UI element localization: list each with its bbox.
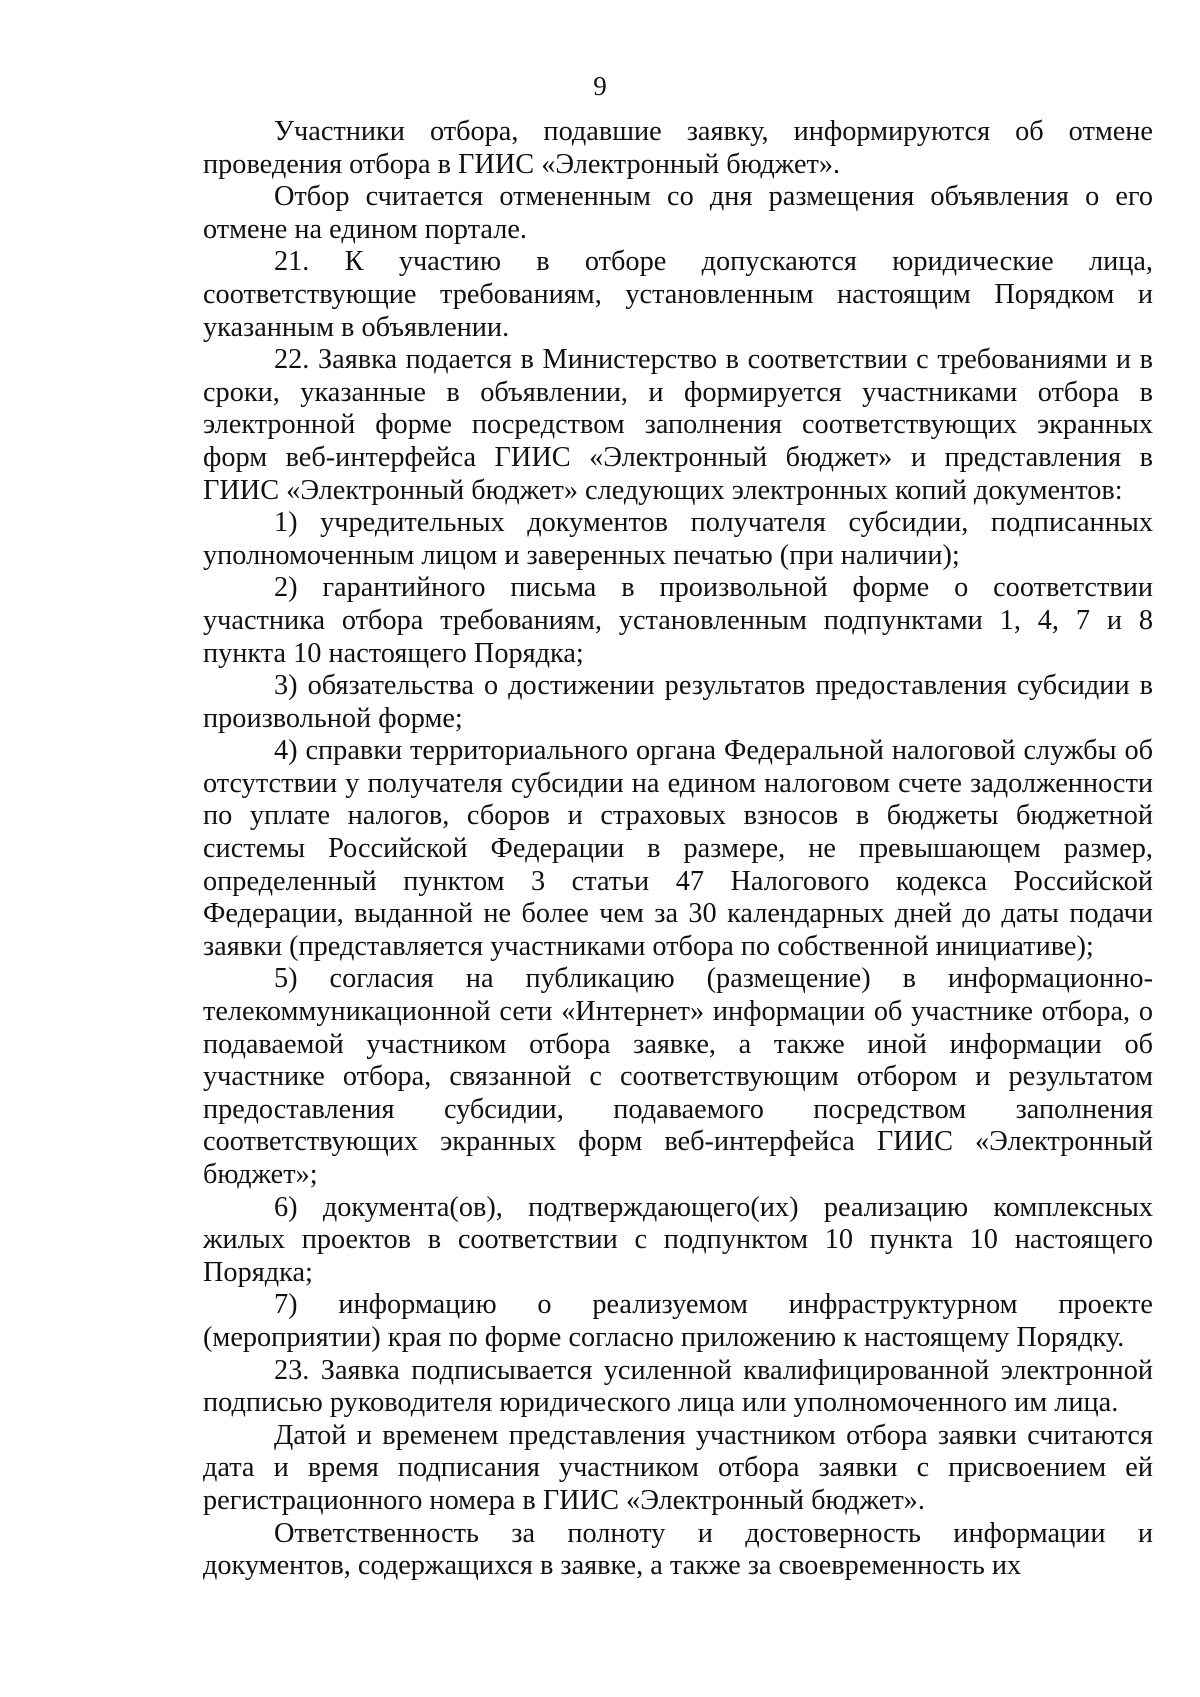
list-item-7: 7) информацию о реализуемом инфраструктурном проекте (мероприятии) края по форме согласно приложению к настоящему Порядку. <box>203 1289 1153 1353</box>
paragraph-item-23: 23. Заявка подписывается усиленной квалифицированной электронной подписью руководителя юридического лица или уполномоченного им лица. <box>203 1354 1153 1419</box>
paragraph-selection-cancel-notice: Участники отбора, подавшие заявку, информируются об отмене проведения отбора в ГИИС «Электронный бюджет». <box>203 116 1153 180</box>
list-item-1: 1) учредительных документов получателя субсидии, подписанных уполномоченным лицом и заверенных печатью (при наличии); <box>203 507 1153 571</box>
body-text <box>203 116 1153 1583</box>
paragraph-selection-cancelled-date: Отбор считается отмененным со дня размещения объявления о его отмене на едином портале. <box>203 181 1153 245</box>
paragraph-item-22: 22. Заявка подается в Министерство в соответствии с требованиями и в сроки, указанные в объявлении, и формируется участниками отбора в электронной форме посредством заполнения соответствующих экранных форм веб-интерфейса ГИИС «Электронный бюджет» и представления в ГИИС «Электронный бюджет» следующих электронных копий документов: <box>203 344 1153 506</box>
paragraph-item-21: 21. К участию в отборе допускаются юридические лица, соответствующие требованиям, установленным настоящим Порядком и указанным в объявлении. <box>203 246 1153 343</box>
list-item-5: 5) согласия на публикацию (размещение) в информационно-телекоммуникационной сети «Интернет» информации об участнике отбора, о подаваемой участником отбора заявке, а также иной информации об участнике отбора, связанной с соответствующим отбором и результатом предоставления субсидии, подаваемого посредством заполнения соответствующих экранных форм веб-интерфейса ГИИС «Электронный бюджет»; <box>203 963 1153 1190</box>
list-item-3: 3) обязательства о достижении результатов предоставления субсидии в произвольной форме; <box>203 670 1153 734</box>
list-item-6: 6) документа(ов), подтверждающего(их) реализацию комплексных жилых проектов в соответствии с подпунктом 10 пункта 10 настоящего Порядка; <box>203 1191 1153 1288</box>
page-number: 9 <box>593 71 607 101</box>
paragraph-responsibility: Ответственность за полноту и достоверность информации и документов, содержащихся в заявке, а также за своевременность их <box>203 1517 1153 1582</box>
list-item-2: 2) гарантийного письма в произвольной форме о соответствии участника отбора требованиям, установленным подпунктами 1, 4, 7 и 8 пункта 10 настоящего Порядка; <box>203 572 1153 669</box>
list-item-4: 4) справки территориального органа Федеральной налоговой службы об отсутствии у получателя субсидии на едином налоговом счете задолженности по уплате налогов, сборов и страховых взносов в бюджеты бюджетной системы Российской Федерации в размере, не превышающем размер, определенный пунктом 3 статьи 47 Налогового кодекса Российской Федерации, выданной не более чем за 30 календарных дней до даты подачи заявки (представляется участниками отбора по собственной инициативе); <box>203 735 1153 962</box>
paragraph-submission-datetime: Датой и временем представления участником отбора заявки считаются дата и время подписания участником отбора заявки с присвоением ей регистрационного номера в ГИИС «Электронный бюджет». <box>203 1419 1153 1516</box>
